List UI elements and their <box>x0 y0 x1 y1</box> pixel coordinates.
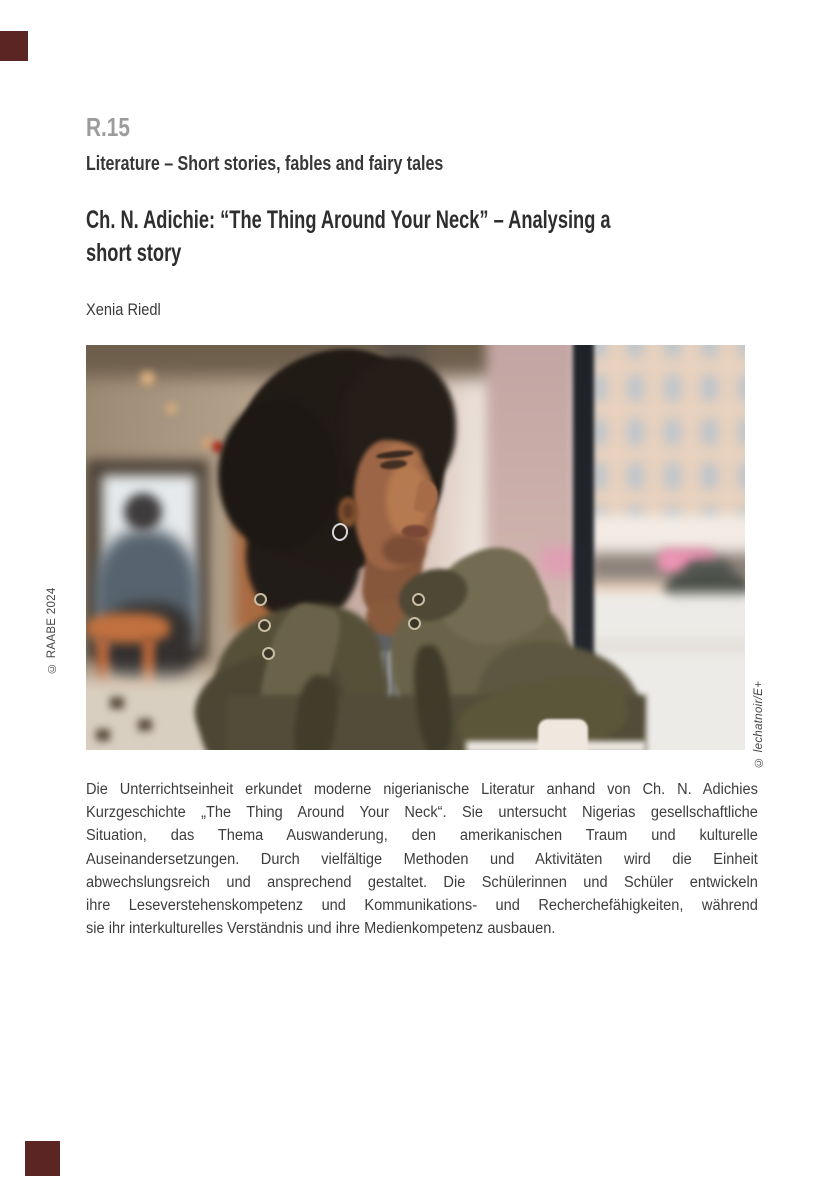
intro-paragraph <box>86 778 758 940</box>
author-name-label: Xenia Riedl <box>86 300 161 319</box>
photo-curb <box>576 641 745 651</box>
photo-grommet <box>262 647 275 660</box>
photo-jaw-shadow <box>382 535 426 565</box>
photo-light-spot <box>140 371 155 386</box>
intro-line: abwechslungsreich und ansprechend gestaltet. Die Schülerinnen und Schüler entwickeln <box>86 873 758 891</box>
photo-grommet <box>412 593 425 606</box>
author-name <box>86 300 173 320</box>
photo-shape <box>343 503 353 519</box>
intro-line: Die Unterrichtseinheit erkundet moderne nigerianische Literatur anhand von Ch. N. Adichies <box>86 781 758 798</box>
corner-mark-bottom <box>25 1141 60 1176</box>
unit-code <box>86 112 141 143</box>
page-title-line1: Ch. N. Adichie: “The Thing Around Your Neck” – Analysing a <box>86 206 611 234</box>
intro-line: Auseinandersetzungen. Durch vielfältige Methoden und Aktivitäten wird die Einheit <box>86 850 758 868</box>
photo-grommet <box>254 593 267 606</box>
series-title <box>86 152 544 176</box>
intro-line: sie ihr interkulturelles Verständnis und ihre Medienkompetenz ausbauen. <box>86 920 556 938</box>
article-photo <box>86 345 745 750</box>
unit-code-label: R.15 <box>86 112 130 142</box>
photo-grommet <box>258 619 271 632</box>
photo-person-head <box>124 493 162 531</box>
photo-shape <box>96 729 110 741</box>
photo-grommet <box>408 617 421 630</box>
photo-shape <box>110 697 124 709</box>
photo-credit: © lechatnoir/E+ <box>753 680 765 768</box>
page-title <box>86 204 805 270</box>
photo-coffee-cup <box>538 719 588 750</box>
intro-line: ihre Leseverstehenskompetenz und Kommunikations- und Recherchefähigkeiten, während <box>86 897 758 915</box>
intro-line: Kurzgeschichte „The Thing Around Your Neck“. Sie untersucht Nigerias gesellschaftliche <box>86 804 758 822</box>
corner-tab-top <box>0 31 28 61</box>
series-title-label: Literature – Short stories, fables and fairy tales <box>86 152 444 175</box>
photo-shape <box>138 719 152 731</box>
intro-line: Situation, das Thema Auswanderung, den amerikanischen Traum und kulturelle <box>86 827 758 845</box>
photo-light-spot <box>166 403 177 414</box>
raabe-copyright: © RAABE 2024 <box>46 587 58 674</box>
photo-woman-hair <box>218 400 338 550</box>
page-title-line2: short story <box>86 239 182 267</box>
photo-building-floors <box>591 345 745 536</box>
